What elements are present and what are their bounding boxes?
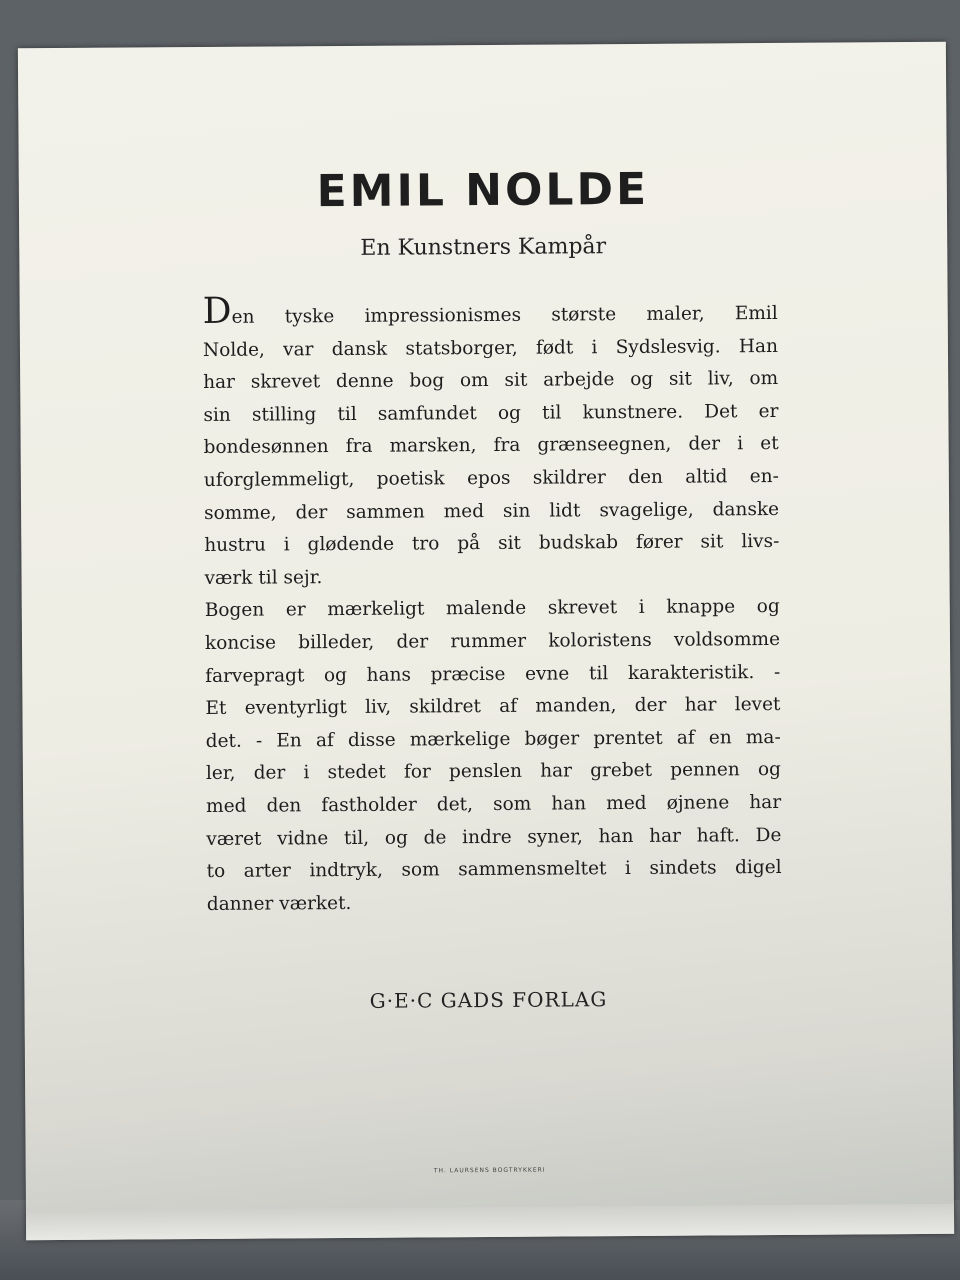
blurb-line: danner værket. xyxy=(206,892,352,915)
blurb-line: det. - En af disse mærkelige bøger prentet af en ma- xyxy=(205,726,781,752)
blurb-line: uforglemmeligt, poetisk epos skildrer den altid en- xyxy=(203,465,779,491)
blurb-line: været vidne til, og de indre syner, han har haft. De xyxy=(206,824,782,850)
blurb-line: sin stilling til samfundet og til kunstnere. Det er xyxy=(203,400,779,426)
printer-credit: TH. LAURSENS BOGTRYKKERI xyxy=(433,1166,546,1175)
blurb-line: med den fastholder det, som han med øjnene har xyxy=(206,791,782,817)
blurb-line: Et eventyrligt liv, skildret af manden, der har levet xyxy=(205,694,781,720)
blurb-line: koncise billeder, der rummer koloristens voldsomme xyxy=(204,628,781,654)
book-subtitle: En Kunstners Kampår xyxy=(360,234,607,261)
blurb-line: hustru i glødende tro på sit budskab fører sit livs- xyxy=(204,531,780,557)
blurb-text xyxy=(202,290,782,921)
blurb-line: Nolde, var dansk statsborger, født i Sydslesvig. Han xyxy=(202,335,779,361)
blurb-line: Bogen er mærkeligt malende skrevet i knappe og xyxy=(204,596,780,622)
blurb-line: bondesønnen fra marsken, fra grænseegnen, der i et xyxy=(203,433,779,459)
publisher-name: G·E·C GADS FORLAG xyxy=(369,987,608,1013)
blurb-line: værk til sejr. xyxy=(204,566,323,589)
book-back-cover xyxy=(18,42,954,1240)
blurb-line: somme, der sammen med sin lidt svagelige, danske xyxy=(204,498,780,524)
blurb-line: har skrevet denne bog om sit arbejde og sit liv, om xyxy=(203,368,779,394)
initial-capital: D xyxy=(202,290,232,332)
blurb-line: to arter indtryk, som sammensmeltet i sindets digel xyxy=(206,857,782,883)
book-title: EMIL NOLDE xyxy=(316,163,650,218)
blurb-line: Den tyske impressionismes største maler, Emil xyxy=(202,290,778,332)
blurb-line: ler, der i stedet for penslen har grebet pennen og xyxy=(205,759,781,785)
blurb-line: farvepragt og hans præcise evne til karakteristik. - xyxy=(205,661,781,687)
